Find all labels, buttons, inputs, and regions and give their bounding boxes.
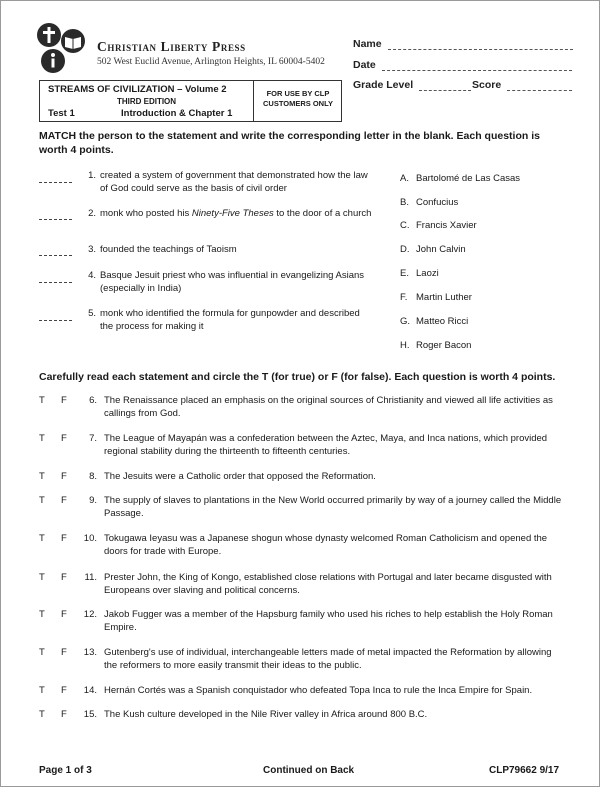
question-number: 11. — [84, 572, 97, 583]
grade-level-field[interactable]: Grade Level — [353, 79, 471, 91]
question-number: 5. — [88, 308, 96, 319]
question-number: 15. — [83, 709, 97, 720]
publisher-address: 502 West Euclid Avenue, Arlington Heights, IL 60004-5402 — [97, 57, 325, 67]
course-title: STREAMS OF CIVILIZATION – Volume 2 — [48, 84, 227, 95]
question-number: 8. — [89, 471, 97, 482]
question-text: Jakob Fugger was a member of the Hapsburg family who used his riches to help establish the Holy Roman Empire. — [104, 609, 553, 633]
question-text: Prester John, the King of Kongo, established close relations with Portugal and later became disgusted with Europeans over slaving and political concerns. — [104, 572, 552, 596]
question-text: Gutenberg's use of individual, interchangeable letters made of metal impacted the Reformation by allowing the reformers to more easily transmit their ideas to the public. — [104, 647, 552, 671]
answer-choice: A. Bartolomé de Las Casas — [400, 173, 521, 184]
question-number: 12. — [83, 609, 97, 620]
answer-choice: H. Roger Bacon — [400, 340, 472, 351]
date-field[interactable]: Date — [353, 59, 572, 71]
question-text: Tokugawa Ieyasu was a Japanese shogun whose dynasty welcomed Roman Catholicism and opened the doors for trade with Europe. — [104, 533, 548, 557]
question-number: 14. — [83, 685, 97, 696]
question-text: The League of Mayapán was a confederation between the Aztec, Maya, and Inca nations, which provided regional stability during the thirteenth to fifteenth centuries. — [104, 433, 548, 457]
question-text: The Jesuits were a Catholic order that opposed the Reformation. — [104, 471, 376, 482]
answer-blank[interactable] — [39, 319, 72, 321]
score-field[interactable]: Score — [472, 79, 572, 91]
question-number: 13. — [83, 647, 97, 658]
publisher-name: Christian Liberty Press — [97, 39, 246, 54]
question-text: created a system of government that demonstrated how the law of God could serve as the basis of civil order — [100, 170, 368, 194]
usage-note: FOR USE BY CLP CUSTOMERS ONLY — [262, 89, 333, 108]
question-number: 4. — [88, 270, 96, 281]
answer-blank[interactable] — [39, 218, 72, 220]
true-false-instruction: Carefully read each statement and circle the T (for true) or F (for false). Each question is worth 4 points. — [39, 371, 556, 383]
question-text: The Renaissance placed an emphasis on the original sources of Christianity and viewed all life activities as callings from God. — [104, 395, 553, 419]
test-number: Test 1 — [48, 108, 75, 119]
question-number: 1. — [88, 170, 96, 181]
question-text: Hernán Cortés was a Spanish conquistador who defeated Topa Inca to rule the Inca Empire for Spain. — [104, 685, 533, 696]
answer-blank[interactable] — [39, 181, 72, 183]
answer-choice: C. Francis Xavier — [400, 220, 477, 231]
question-text: monk who posted his Ninety-Five Theses to the door of a church — [100, 208, 372, 219]
question-text: The Kush culture developed in the Nile River valley in Africa around 800 B.C. — [104, 709, 428, 720]
test-info-box — [39, 80, 342, 122]
question-text: monk who identified the formula for gunpowder and described the process for making it — [100, 308, 360, 332]
answer-choice: F. Martin Luther — [400, 292, 472, 303]
question-number: 9. — [89, 495, 97, 506]
question-number: 10. — [83, 533, 97, 544]
test-page: Christian Liberty Press 502 West Euclid Avenue, Arlington Heights, IL 60004-5402 Name Date Grade Level Score STREAMS OF CIVILIZATION – Volume 2 THIRD EDITION Test 1 Introduction & Chapter 1 FOR USE BY CLP CUSTOMERS ONLY MATCH the person to the statement and write the corresponding letter in the blank. Each question is worth 4 points. 1. created a system of government that demonstrated how the law of God could serve as the basis of civil order 2. monk who posted his Ninety-Five Theses to the door of a church 3. founded the teachings of Taoism 4. Basque Jesuit priest who was influential in evangelizing Asians (especially in India) 5. monk who identified the formula for gunpowder and described the process for making it A. Bartolomé de Las Casas B. Confucius C. Francis Xavier D. John Calvin E. Laozi F. Martin Luther G. Matteo Ricci H. Roger Bacon Carefully read each statement and circle the T (for true) or F (for false). Each question is worth 4 points. T F 6. The Renaissance placed an emphasis on the original sources of Christianity and viewed all life activities as callings from God. T F 7. The League of Mayapán was a confederation between the Aztec, Maya, and Inca nations, which provided regional stability during the thirteenth to fifteenth centuries. T F 8. The Jesuits were a Catholic order that opposed the Reformation. T F 9. The supply of slaves to plantations in the New World occurred primarily by way of a journey called the Middle Passage. T F 10. Tokugawa Ieyasu was a Japanese shogun whose dynasty welcomed Roman Catholicism and opened the doors for trade with Europe. T F 11. Prester John, the King of Kongo, established close relations with Portugal and later became disgusted with Europeans over slaving and political concerns. T F 12. Jakob Fugger was a member of the Hapsburg family who used his riches to help establish the Holy Roman Empire. T F 13. Gutenberg's use of individual, interchangeable letters made of metal impacted the Reformation by allowing the reformers to more easily transmit their ideas to the public. T F 14. Hernán Cortés was a Spanish conquistador who defeated Topa Inca to rule the Inca Empire for Spain. T F 15. The Kush culture developed in the Nile River valley in Africa around 800 B.C. Page 1 of 3 Continued on Back CLP79662 9/17 — [0, 0, 600, 787]
continued-note: Continued on Back — [263, 765, 355, 776]
question-text: Basque Jesuit priest who was influential in evangelizing Asians (especially in India) — [100, 270, 365, 294]
edition-label: THIRD EDITION — [116, 97, 177, 106]
answer-blank[interactable] — [39, 281, 72, 283]
matching-instruction: MATCH the person to the statement and write the corresponding letter in the blank. Each question is worth 4 points. — [39, 130, 540, 156]
chapter-label: Introduction & Chapter 1 — [121, 108, 233, 119]
answer-choice: G. Matteo Ricci — [400, 316, 469, 327]
product-code: CLP79662 9/17 — [489, 765, 560, 776]
question-number: 2. — [88, 208, 96, 219]
question-number: 6. — [89, 395, 97, 406]
answer-choice: B. Confucius — [400, 197, 459, 208]
question-text: founded the teachings of Taoism — [100, 244, 237, 255]
answer-blank[interactable] — [39, 254, 72, 256]
name-field[interactable]: Name — [353, 38, 573, 50]
answer-choice: D. John Calvin — [400, 244, 466, 255]
question-number: 7. — [89, 433, 97, 444]
answer-choice: E. Laozi — [400, 268, 439, 279]
question-text: The supply of slaves to plantations in the New World occurred primarily by way of a journey called the Middle Passage. — [104, 495, 562, 519]
page-number: Page 1 of 3 — [39, 765, 92, 776]
publisher-logo-icon — [35, 21, 91, 77]
question-number: 3. — [88, 244, 96, 255]
